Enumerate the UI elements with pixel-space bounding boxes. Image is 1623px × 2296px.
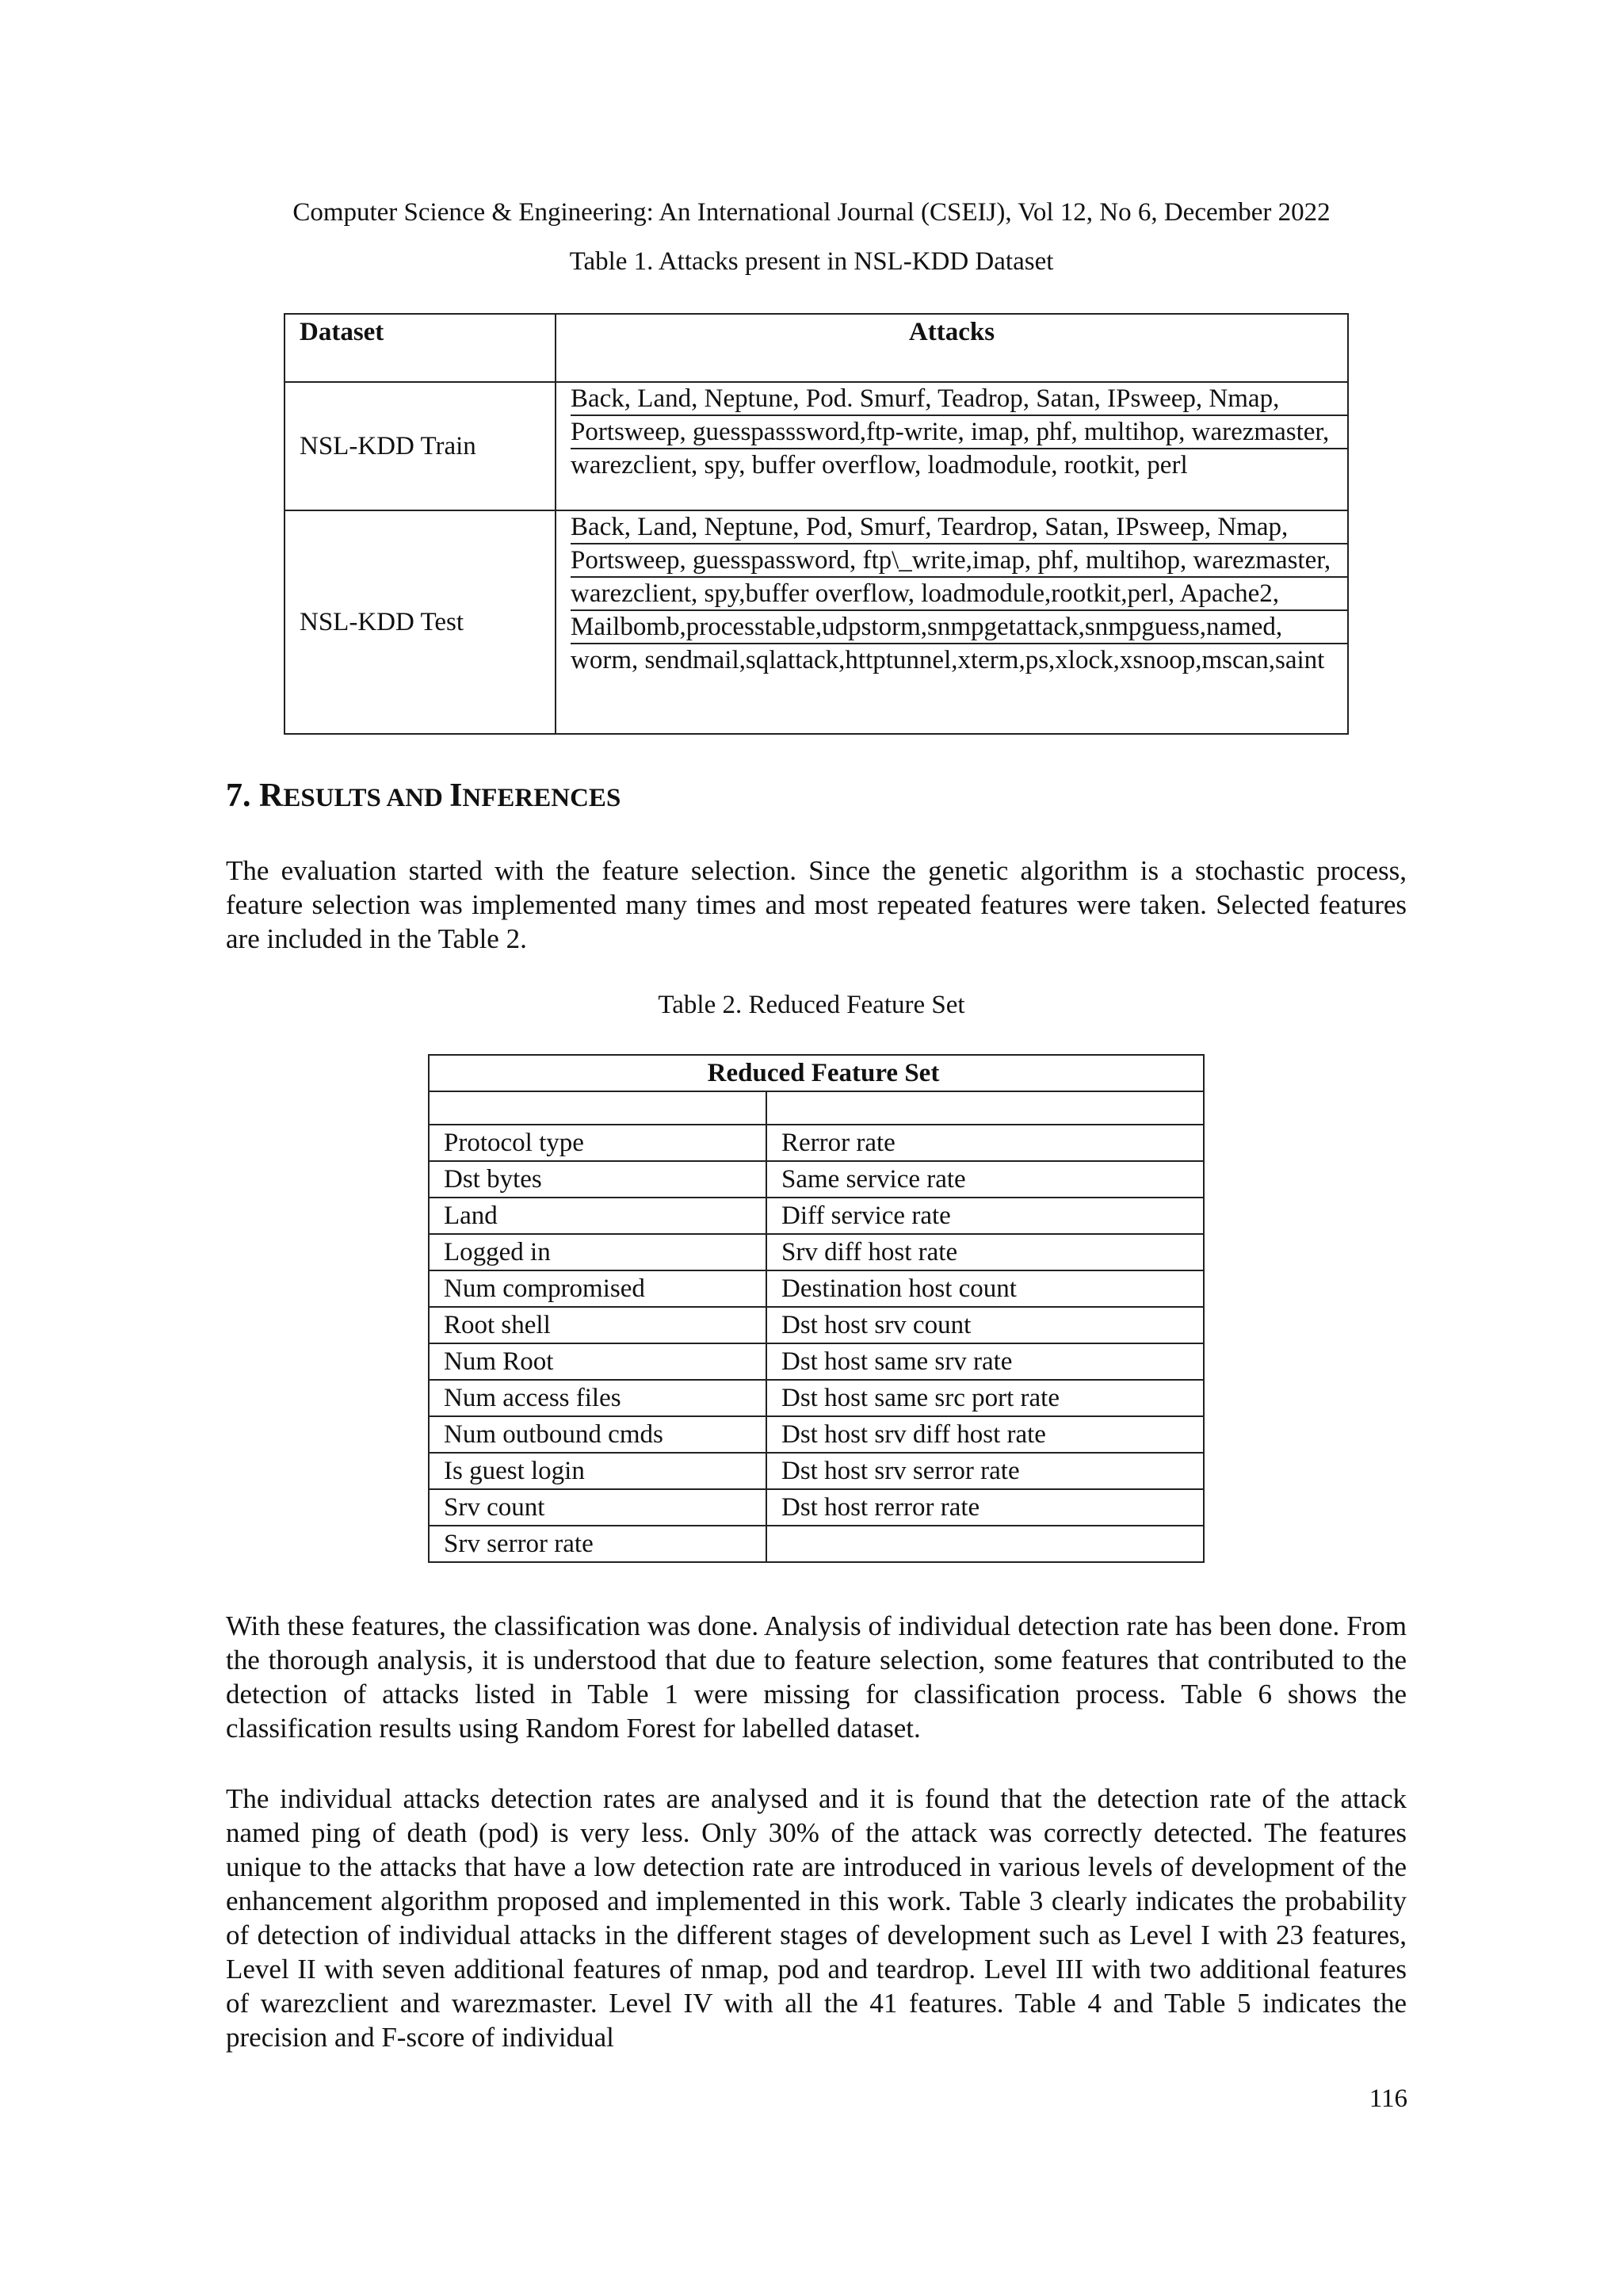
table-row <box>429 1198 1204 1234</box>
table-cell: Dst host srv count <box>766 1307 1204 1343</box>
table-row <box>429 1091 1204 1125</box>
section-heading <box>226 777 621 815</box>
table-row <box>429 1234 1204 1270</box>
table-cell: Srv diff host rate <box>766 1234 1204 1270</box>
table-cell: Dst host srv diff host rate <box>766 1416 1204 1453</box>
running-header: Computer Science & Engineering: An International Journal (CSEIJ), Vol 12, No 6, December 2022 <box>292 198 1331 227</box>
reduced-feature-table <box>428 1054 1205 1563</box>
table-cell: Num access files <box>429 1380 766 1416</box>
table-header-row <box>429 1055 1204 1091</box>
table-cell: Protocol type <box>429 1125 766 1161</box>
table-cell: Num outbound cmds <box>429 1416 766 1453</box>
table-cell: Same service rate <box>766 1161 1204 1198</box>
attacks-table <box>284 313 1349 735</box>
table-row <box>285 510 1348 734</box>
table-cell: Num Root <box>429 1343 766 1380</box>
table-row <box>429 1380 1204 1416</box>
table-cell: Srv count <box>429 1489 766 1526</box>
table-row <box>429 1489 1204 1526</box>
attack-line: worm, sendmail,sqlattack,httptunnel,xterm,ps,xlock,xsnoop,mscan,saint <box>571 646 1325 674</box>
table-cell: Dst bytes <box>429 1161 766 1198</box>
dataset-cell: NSL-KDD Train <box>285 382 556 510</box>
table-cell <box>766 1091 1204 1125</box>
table-cell: Srv serror rate <box>429 1526 766 1562</box>
section-title-smallcaps: ESULTS AND <box>283 784 450 812</box>
page-number: 116 <box>1369 2084 1407 2113</box>
attack-line: Mailbomb,processtable,udpstorm,snmpgetattack,snmpguess,named, <box>571 611 1347 644</box>
paragraph-classification: With these features, the classification was done. Analysis of individual detection rate has been done. From the thorough analysis, it is understood that due to feature selection, some features that contributed to the detection of attacks listed in Table 1 were missing for classification process. Table 6 shows the classification results using Random Forest for labelled dataset. <box>226 1610 1407 1744</box>
attack-line: Portsweep, guesspassword, ftp\_write,imap, phf, multihop, warezmaster, <box>571 544 1347 578</box>
attack-line: Back, Land, Neptune, Pod. Smurf, Teadrop, Satan, IPsweep, Nmap, <box>571 383 1347 416</box>
table-row <box>429 1343 1204 1380</box>
table-cell: Dst host same src port rate <box>766 1380 1204 1416</box>
column-header-dataset: Dataset <box>285 314 556 382</box>
table-row <box>429 1416 1204 1453</box>
table-cell: Dst host srv serror rate <box>766 1453 1204 1489</box>
table-cell: Destination host count <box>766 1270 1204 1307</box>
table-header-row <box>285 314 1348 382</box>
table-row <box>429 1453 1204 1489</box>
section-number: 7. <box>226 777 251 814</box>
attack-line: Back, Land, Neptune, Pod, Smurf, Teardrop, Satan, IPsweep, Nmap, <box>571 511 1347 544</box>
attack-line: warezclient, spy, buffer overflow, loadmodule, rootkit, perl <box>571 451 1188 479</box>
table-cell <box>429 1091 766 1125</box>
table-cell: Num compromised <box>429 1270 766 1307</box>
table-row <box>429 1526 1204 1562</box>
table-cell: Diff service rate <box>766 1198 1204 1234</box>
paragraph-detection-rates: The individual attacks detection rates are analysed and it is found that the detection rate of the attack named ping of death (pod) is very less. Only 30% of the attack was correctly detected. The features unique to the attacks that have a low detection rate are introduced in various levels of development of the enhancement algorithm proposed and implemented in this work. Table 3 clearly indicates the probability of detection of individual attacks in the different stages of development such as Level I with 23 features, Level II with seven additional features of nmap, pod and teardrop. Level III with two additional features of warezclient and warezmaster. Level IV with all the 41 features. Table 4 and Table 5 indicates the precision and F-score of individual <box>226 1783 1407 2053</box>
table1-caption: Table 1. Attacks present in NSL-KDD Dataset <box>569 247 1054 276</box>
section-title-initial: R <box>259 777 284 814</box>
table-row <box>285 382 1348 510</box>
table-cell <box>766 1526 1204 1562</box>
attacks-cell <box>556 510 1348 734</box>
paragraph-feature-selection: The evaluation started with the feature selection. Since the genetic algorithm is a stochastic process, feature selection was implemented many times and most repeated features were taken. Selected features are included in the Table 2. <box>226 855 1407 954</box>
attacks-cell <box>556 382 1348 510</box>
section-title-initial: I <box>449 777 463 814</box>
table-cell: Dst host rerror rate <box>766 1489 1204 1526</box>
table-row <box>429 1125 1204 1161</box>
table-cell: Land <box>429 1198 766 1234</box>
section-title-smallcaps: NFERENCES <box>462 784 621 812</box>
table-header: Reduced Feature Set <box>429 1055 1204 1091</box>
table-cell: Rerror rate <box>766 1125 1204 1161</box>
dataset-cell: NSL-KDD Test <box>285 510 556 734</box>
table-cell: Is guest login <box>429 1453 766 1489</box>
attack-line: warezclient, spy,buffer overflow, loadmodule,rootkit,perl, Apache2, <box>571 578 1347 611</box>
table-body <box>429 1125 1204 1562</box>
table-row <box>429 1161 1204 1198</box>
table-cell: Root shell <box>429 1307 766 1343</box>
table-row <box>429 1307 1204 1343</box>
section-title <box>226 777 621 815</box>
table2-caption: Table 2. Reduced Feature Set <box>658 991 965 1019</box>
attack-line: Portsweep, guesspasssword,ftp-write, imap, phf, multihop, warezmaster, <box>571 416 1347 449</box>
table-cell: Logged in <box>429 1234 766 1270</box>
table-cell: Dst host same srv rate <box>766 1343 1204 1380</box>
table-row <box>429 1270 1204 1307</box>
column-header-attacks: Attacks <box>556 314 1348 382</box>
